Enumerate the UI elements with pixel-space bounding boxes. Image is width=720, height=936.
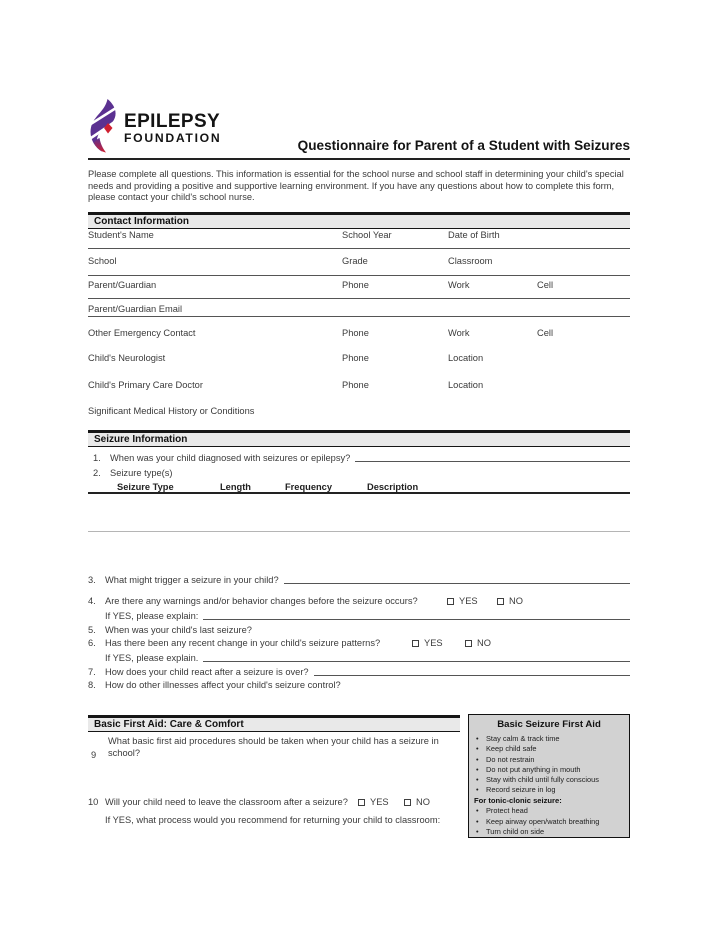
bullet-icon: •: [476, 806, 479, 816]
field-label-phone: Phone: [342, 353, 369, 363]
question-3-text: What might trigger a seizure in your child?: [105, 575, 279, 585]
column-header-description: Description: [367, 482, 419, 492]
bullet-icon: •: [476, 816, 479, 826]
bullet-icon: •: [476, 734, 479, 743]
brand-subname: FOUNDATION: [124, 131, 222, 145]
question-9-text: What basic first aid procedures should be taken when your child has a seizure in school?: [108, 736, 439, 758]
fill-line[interactable]: [314, 666, 630, 676]
first-aid-bullet-list: [469, 734, 629, 796]
bullet-icon: •: [476, 754, 479, 764]
list-item: [469, 827, 629, 837]
field-label-phone: Phone: [342, 328, 369, 338]
list-item: [469, 744, 629, 754]
question-3: [88, 574, 630, 585]
bullet-icon: •: [476, 764, 479, 774]
tonic-clonic-bullet-list: [469, 806, 629, 837]
fill-line[interactable]: [88, 275, 630, 276]
page-title: Questionnaire for Parent of a Student with Seizures: [297, 138, 630, 153]
section-header-contact-information: Contact Information: [88, 212, 630, 229]
contact-row-parent: [88, 280, 630, 292]
list-item: [469, 734, 629, 744]
question-3-number: 3.: [88, 575, 96, 585]
question-6-followup-text: If YES, please explain.: [105, 653, 199, 663]
field-label-cell: Cell: [537, 280, 554, 290]
list-item: [469, 817, 629, 827]
list-item: [469, 755, 629, 765]
question-4-no-option: [497, 596, 523, 606]
field-label-parent-guardian-email: Parent/Guardian Email: [88, 304, 183, 314]
question-4-text: Are there any warnings and/or behavior changes before the seizure occurs?: [105, 596, 418, 606]
question-6-no-option: [465, 638, 491, 648]
field-label-school-year: School Year: [342, 230, 392, 240]
field-label-work: Work: [448, 328, 470, 338]
question-4: [88, 596, 630, 606]
tonic-clonic-subheading: For tonic-clonic seizure:: [474, 795, 562, 805]
question-6-followup: [88, 652, 630, 663]
contact-row-neurologist: [88, 353, 630, 365]
question-6-yes-option: [412, 638, 443, 648]
table-header-rule: [88, 492, 630, 494]
question-10-no-option: [404, 797, 430, 807]
column-header-seizure-type: Seizure Type: [117, 482, 174, 492]
field-label-other-emergency-contact: Other Emergency Contact: [88, 328, 196, 338]
question-4-followup: [88, 610, 630, 621]
q4-no-label: NO: [509, 596, 523, 606]
contact-row-student: [88, 230, 630, 242]
contact-row-email: [88, 304, 630, 316]
field-label-students-name: Student's Name: [88, 230, 154, 240]
q10-yes-label: YES: [370, 797, 389, 807]
column-header-frequency: Frequency: [285, 482, 333, 492]
question-9: [88, 736, 460, 760]
field-label-classroom: Classroom: [448, 256, 493, 266]
field-label-location: Location: [448, 353, 484, 363]
column-header-length: Length: [220, 482, 251, 492]
table-divider-line[interactable]: [88, 531, 630, 532]
question-7-text: How does your child react after a seizure is over?: [105, 667, 309, 677]
q6-yes-checkbox[interactable]: [412, 640, 419, 647]
q4-yes-checkbox[interactable]: [447, 598, 454, 605]
question-10-followup-text: If YES, what process would you recommend for returning your child to classroom:: [105, 815, 441, 825]
bullet-text: Do not restrain: [486, 754, 535, 764]
question-5-number: 5.: [88, 625, 96, 635]
question-7-number: 7.: [88, 667, 96, 677]
section-header-basic-first-aid: Basic First Aid: Care & Comfort: [88, 715, 460, 732]
q10-yes-checkbox[interactable]: [358, 799, 365, 806]
question-1: [88, 452, 630, 463]
contact-row-primary-care: [88, 380, 630, 392]
field-label-primary-care-doctor: Child's Primary Care Doctor: [88, 380, 203, 390]
q6-no-label: NO: [477, 638, 491, 648]
question-1-text: When was your child diagnosed with seizures or epilepsy?: [110, 453, 351, 463]
question-8-text: How do other illnesses affect your child's seizure control?: [105, 680, 341, 690]
q10-no-label: NO: [416, 797, 430, 807]
question-10-text: Will your child need to leave the classroom after a seizure?: [105, 797, 348, 807]
bullet-text: Keep airway open/watch breathing: [486, 816, 600, 826]
bullet-icon: •: [476, 785, 479, 795]
section-header-seizure-information: Seizure Information: [88, 430, 630, 447]
bullet-icon: •: [476, 744, 479, 754]
fill-line[interactable]: [203, 610, 630, 620]
bullet-icon: •: [476, 826, 479, 836]
q4-no-checkbox[interactable]: [497, 598, 504, 605]
question-8: [88, 680, 630, 690]
fill-line[interactable]: [88, 298, 630, 299]
question-10-number: 10: [88, 797, 99, 807]
fill-line[interactable]: [355, 452, 630, 462]
bullet-text: Keep child safe: [486, 744, 537, 754]
fill-line[interactable]: [284, 574, 630, 584]
field-label-school: School: [88, 256, 117, 266]
question-2: [88, 468, 630, 478]
question-4-followup-text: If YES, please explain:: [105, 611, 199, 621]
fill-line[interactable]: [88, 248, 630, 249]
field-label-phone: Phone: [342, 380, 369, 390]
contact-row-medical-history: [88, 406, 630, 418]
question-6: [88, 638, 630, 648]
fill-line[interactable]: [88, 316, 630, 317]
question-7: [88, 666, 630, 677]
bullet-text: Stay with child until fully conscious: [486, 775, 599, 785]
question-4-yes-option: [447, 596, 478, 606]
contact-row-school: [88, 256, 630, 268]
list-item: [469, 806, 629, 816]
question-9-number: 9: [91, 749, 97, 760]
list-item: [469, 785, 629, 795]
first-aid-box-title: Basic Seizure First Aid: [497, 719, 601, 730]
question-4-number: 4.: [88, 596, 96, 606]
field-label-location: Location: [448, 380, 484, 390]
question-10-yes-option: [358, 797, 389, 807]
question-1-number: 1.: [93, 453, 101, 463]
field-label-date-of-birth: Date of Birth: [448, 230, 500, 240]
question-10-followup: [88, 815, 460, 825]
question-2-number: 2.: [93, 468, 101, 478]
bullet-text: Protect head: [486, 806, 528, 816]
bullet-icon: •: [476, 775, 479, 785]
question-10: [88, 797, 460, 807]
question-2-text: Seizure type(s): [110, 468, 173, 478]
question-8-number: 8.: [88, 680, 96, 690]
field-label-cell: Cell: [537, 328, 554, 338]
question-5-text: When was your child's last seizure?: [105, 625, 252, 635]
question-6-number: 6.: [88, 638, 96, 648]
field-label-grade: Grade: [342, 256, 368, 266]
list-item: [469, 775, 629, 785]
bullet-text: Stay calm & track time: [486, 734, 560, 743]
field-label-medical-history: Significant Medical History or Conditions: [88, 406, 255, 416]
bullet-text: Do not put anything in mouth: [486, 764, 581, 774]
brand-name: EPILEPSY: [124, 111, 221, 132]
field-label-childs-neurologist: Child's Neurologist: [88, 353, 166, 363]
field-label-parent-guardian: Parent/Guardian: [88, 280, 157, 290]
q6-yes-label: YES: [424, 638, 443, 648]
intro-paragraph: Please complete all questions. This information is essential for the school nurse and school staff in determining your child's special needs and providing a positive and supportive learning environment. If you have any questions about how to complete this form, please contact your child's school nurse.: [88, 169, 624, 203]
basic-seizure-first-aid-box: [468, 714, 630, 838]
field-label-phone: Phone: [342, 280, 369, 290]
contact-row-emergency: [88, 328, 630, 340]
header-rule: [88, 158, 630, 160]
q6-no-checkbox[interactable]: [465, 640, 472, 647]
field-label-work: Work: [448, 280, 470, 290]
fill-line[interactable]: [203, 652, 630, 662]
q10-no-checkbox[interactable]: [404, 799, 411, 806]
question-5: [88, 625, 630, 635]
list-item: [469, 765, 629, 775]
q4-yes-label: YES: [459, 596, 478, 606]
bullet-text: Record seizure in log: [486, 785, 556, 795]
question-6-text: Has there been any recent change in your child's seizure patterns?: [105, 638, 381, 648]
bullet-text: Turn child on side: [486, 826, 545, 836]
